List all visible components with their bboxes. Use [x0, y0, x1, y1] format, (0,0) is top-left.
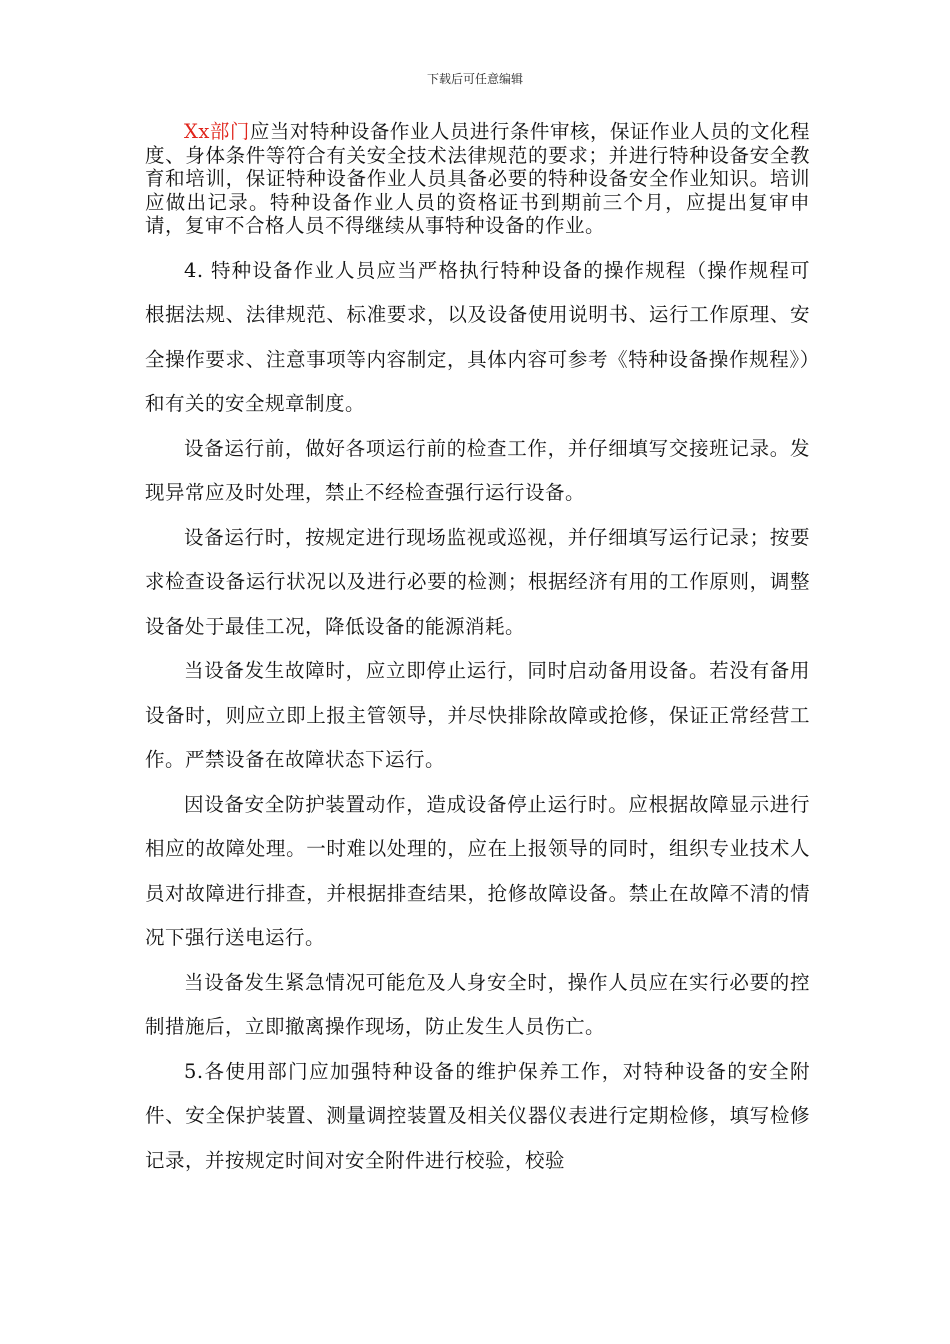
- page-header: 下载后可任意编辑: [426, 72, 523, 86]
- department-placeholder: Xx部门: [184, 120, 250, 143]
- paragraph-maintenance: 5.各使用部门应加强特种设备的维护保养工作，对特种设备的安全附件、安全保护装置、测量调控装置及相关仪器仪表进行定期检修，填写检修记录，并按规定时间对安全附件进行校验，校验: [145, 1059, 810, 1172]
- paragraph-during-operation: 设备运行时，按规定进行现场监视或巡视，并仔细填写运行记录；按要求检查设备运行状况以及进行必要的检测；根据经济有用的工作原则，调整设备处于最佳工况，降低设备的能源消耗。: [145, 525, 810, 638]
- paragraph-before-operation: 设备运行前，做好各项运行前的检查工作，并仔细填写交接班记录。发现异常应及时处理，禁止不经检查强行运行设备。: [145, 436, 810, 504]
- paragraph-equipment-failure: 当设备发生故障时，应立即停止运行，同时启动备用设备。若没有备用设备时，则应立即上报主管领导，并尽快排除故障或抢修，保证正常经营工作。严禁设备在故障状态下运行。: [145, 659, 810, 771]
- paragraph-protection-device: 因设备安全防护装置动作，造成设备停止运行时。应根据故障显示进行相应的故障处理。一时难以处理的，应在上报领导的同时，组织专业技术人员对故障进行排查，并根据排查结果，抢修故障设备。禁止在故障不清的情况下强行送电运行。: [145, 792, 810, 949]
- paragraph-operating-procedures: 4. 特种设备作业人员应当严格执行特种设备的操作规程（操作规程可根据法规、法律规范、标准要求，以及设备使用说明书、运行工作原理、安全操作要求、注意事项等内容制定，具体内容可参考《特种设备操作规程》）和有关的安全规章制度。: [145, 258, 810, 415]
- paragraph-emergency: 当设备发生紧急情况可能危及人身安全时，操作人员应在实行必要的控制措施后，立即撤离操作现场，防止发生人员伤亡。: [145, 970, 810, 1038]
- paragraph-personnel-qualification: [145, 120, 810, 238]
- paragraph-text: 应当对特种设备作业人员进行条件审核，保证作业人员的文化程度、身体条件等符合有关安全技术法律规范的要求；并进行特种设备安全教育和培训，保证特种设备作业人员具备必要的特种设备安全作业知识。培训应做出记录。特种设备作业人员的资格证书到期前三个月，应提出复审申请，复审不合格人员不得继续从事特种设备的作业。: [145, 120, 810, 237]
- document-body: [145, 120, 810, 1183]
